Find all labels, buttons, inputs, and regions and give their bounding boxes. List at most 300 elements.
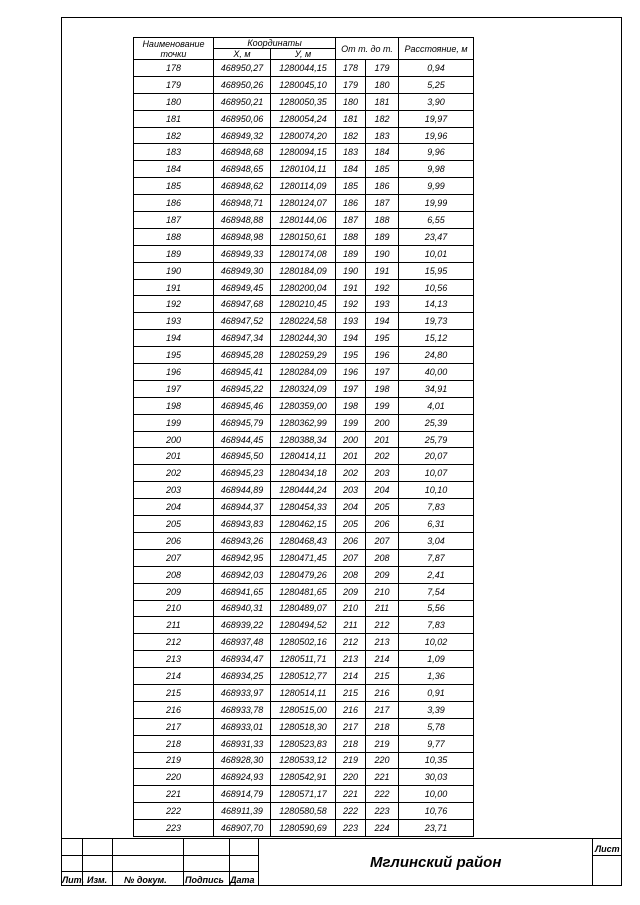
cell-distance: 7,54 — [399, 583, 474, 600]
cell-point: 191 — [134, 279, 214, 296]
table-row — [134, 600, 474, 617]
cell-x: 468934,25 — [214, 668, 271, 685]
cell-from: 182 — [336, 127, 366, 144]
cell-x: 468924,93 — [214, 769, 271, 786]
cell-distance: 3,90 — [399, 93, 474, 110]
cell-distance: 10,02 — [399, 634, 474, 651]
cell-to: 191 — [366, 262, 399, 279]
cell-point: 186 — [134, 195, 214, 212]
cell-from: 185 — [336, 178, 366, 195]
cell-y: 1280244,30 — [271, 330, 336, 347]
cell-x: 468941,65 — [214, 583, 271, 600]
cell-distance: 10,07 — [399, 465, 474, 482]
cell-from: 216 — [336, 701, 366, 718]
cell-to: 192 — [366, 279, 399, 296]
cell-from: 200 — [336, 431, 366, 448]
cell-to: 179 — [366, 60, 399, 77]
cell-y: 1280388,34 — [271, 431, 336, 448]
table-row — [134, 161, 474, 178]
cell-x: 468945,46 — [214, 397, 271, 414]
cell-y: 1280324,09 — [271, 380, 336, 397]
cell-from: 197 — [336, 380, 366, 397]
table-row — [134, 583, 474, 600]
table-row — [134, 245, 474, 262]
cell-to: 199 — [366, 397, 399, 414]
table-row — [134, 786, 474, 803]
cell-y: 1280590,69 — [271, 820, 336, 837]
cell-y: 1280481,65 — [271, 583, 336, 600]
table-row — [134, 279, 474, 296]
cell-y: 1280284,09 — [271, 364, 336, 381]
cell-to: 204 — [366, 482, 399, 499]
table-row — [134, 178, 474, 195]
cell-x: 468940,31 — [214, 600, 271, 617]
header-from-to: От т. до т. — [336, 38, 399, 60]
cell-point: 222 — [134, 803, 214, 820]
cell-y: 1280494,52 — [271, 617, 336, 634]
cell-distance: 24,80 — [399, 347, 474, 364]
cell-distance: 6,55 — [399, 212, 474, 229]
cell-point: 211 — [134, 617, 214, 634]
cell-to: 215 — [366, 668, 399, 685]
cell-x: 468945,79 — [214, 414, 271, 431]
cell-y: 1280124,07 — [271, 195, 336, 212]
table-row — [134, 195, 474, 212]
cell-to: 189 — [366, 228, 399, 245]
cell-x: 468947,68 — [214, 296, 271, 313]
cell-to: 212 — [366, 617, 399, 634]
label-date: Дата — [230, 875, 255, 885]
title-block — [61, 838, 622, 886]
cell-to: 210 — [366, 583, 399, 600]
cell-distance: 14,13 — [399, 296, 474, 313]
cell-distance: 20,07 — [399, 448, 474, 465]
cell-x: 468943,83 — [214, 516, 271, 533]
cell-distance: 7,83 — [399, 499, 474, 516]
cell-x: 468942,95 — [214, 549, 271, 566]
cell-to: 214 — [366, 651, 399, 668]
cell-x: 468933,01 — [214, 718, 271, 735]
cell-distance: 0,91 — [399, 684, 474, 701]
cell-x: 468948,62 — [214, 178, 271, 195]
cell-y: 1280094,15 — [271, 144, 336, 161]
cell-point: 178 — [134, 60, 214, 77]
cell-to: 218 — [366, 718, 399, 735]
label-doc-no: № докум. — [124, 875, 167, 885]
cell-distance: 19,99 — [399, 195, 474, 212]
cell-from: 181 — [336, 110, 366, 127]
cell-to: 211 — [366, 600, 399, 617]
cell-y: 1280489,07 — [271, 600, 336, 617]
table-row — [134, 803, 474, 820]
cell-point: 180 — [134, 93, 214, 110]
cell-point: 202 — [134, 465, 214, 482]
cell-from: 191 — [336, 279, 366, 296]
cell-distance: 10,10 — [399, 482, 474, 499]
cell-to: 217 — [366, 701, 399, 718]
cell-distance: 10,00 — [399, 786, 474, 803]
cell-x: 468914,79 — [214, 786, 271, 803]
cell-y: 1280514,11 — [271, 684, 336, 701]
cell-y: 1280200,04 — [271, 279, 336, 296]
cell-y: 1280104,11 — [271, 161, 336, 178]
cell-y: 1280479,26 — [271, 566, 336, 583]
cell-x: 468945,23 — [214, 465, 271, 482]
cell-from: 178 — [336, 60, 366, 77]
cell-distance: 10,56 — [399, 279, 474, 296]
table-row — [134, 482, 474, 499]
header-coordinates: Координаты — [214, 38, 336, 49]
cell-y: 1280150,61 — [271, 228, 336, 245]
cell-distance: 1,36 — [399, 668, 474, 685]
header-y: У, м — [271, 49, 336, 60]
cell-distance: 3,39 — [399, 701, 474, 718]
table-row — [134, 617, 474, 634]
cell-y: 1280044,15 — [271, 60, 336, 77]
table-row — [134, 212, 474, 229]
cell-point: 196 — [134, 364, 214, 381]
cell-point: 184 — [134, 161, 214, 178]
cell-x: 468950,27 — [214, 60, 271, 77]
cell-from: 213 — [336, 651, 366, 668]
table-row — [134, 549, 474, 566]
cell-distance: 10,76 — [399, 803, 474, 820]
cell-point: 179 — [134, 76, 214, 93]
cell-x: 468907,70 — [214, 820, 271, 837]
cell-x: 468948,88 — [214, 212, 271, 229]
cell-from: 180 — [336, 93, 366, 110]
cell-x: 468937,48 — [214, 634, 271, 651]
cell-point: 206 — [134, 532, 214, 549]
table-row — [134, 144, 474, 161]
cell-point: 212 — [134, 634, 214, 651]
cell-to: 201 — [366, 431, 399, 448]
cell-y: 1280454,33 — [271, 499, 336, 516]
cell-x: 468933,78 — [214, 701, 271, 718]
table-row — [134, 566, 474, 583]
table-row — [134, 397, 474, 414]
cell-x: 468933,97 — [214, 684, 271, 701]
cell-to: 223 — [366, 803, 399, 820]
cell-to: 183 — [366, 127, 399, 144]
cell-distance: 19,97 — [399, 110, 474, 127]
table-row — [134, 76, 474, 93]
cell-distance: 40,00 — [399, 364, 474, 381]
cell-x: 468944,45 — [214, 431, 271, 448]
table-row — [134, 516, 474, 533]
cell-y: 1280184,09 — [271, 262, 336, 279]
cell-x: 468934,47 — [214, 651, 271, 668]
cell-distance: 9,99 — [399, 178, 474, 195]
cell-from: 186 — [336, 195, 366, 212]
cell-point: 183 — [134, 144, 214, 161]
table-row — [134, 634, 474, 651]
cell-from: 207 — [336, 549, 366, 566]
cell-point: 214 — [134, 668, 214, 685]
cell-point: 203 — [134, 482, 214, 499]
cell-distance: 5,25 — [399, 76, 474, 93]
cell-point: 207 — [134, 549, 214, 566]
cell-from: 209 — [336, 583, 366, 600]
cell-point: 209 — [134, 583, 214, 600]
cell-point: 189 — [134, 245, 214, 262]
cell-to: 206 — [366, 516, 399, 533]
table-row — [134, 735, 474, 752]
cell-point: 187 — [134, 212, 214, 229]
cell-from: 218 — [336, 735, 366, 752]
cell-y: 1280515,00 — [271, 701, 336, 718]
cell-to: 181 — [366, 93, 399, 110]
cell-distance: 1,09 — [399, 651, 474, 668]
cell-to: 208 — [366, 549, 399, 566]
cell-to: 220 — [366, 752, 399, 769]
cell-from: 192 — [336, 296, 366, 313]
cell-distance: 15,95 — [399, 262, 474, 279]
cell-to: 195 — [366, 330, 399, 347]
table-row — [134, 701, 474, 718]
cell-from: 208 — [336, 566, 366, 583]
table-row — [134, 448, 474, 465]
cell-to: 194 — [366, 313, 399, 330]
cell-y: 1280362,99 — [271, 414, 336, 431]
cell-from: 220 — [336, 769, 366, 786]
cell-x: 468950,26 — [214, 76, 271, 93]
cell-distance: 15,12 — [399, 330, 474, 347]
coordinates-table — [133, 37, 474, 837]
cell-x: 468945,50 — [214, 448, 271, 465]
cell-distance: 5,56 — [399, 600, 474, 617]
cell-from: 222 — [336, 803, 366, 820]
cell-distance: 2,41 — [399, 566, 474, 583]
cell-from: 195 — [336, 347, 366, 364]
cell-x: 468945,41 — [214, 364, 271, 381]
cell-point: 219 — [134, 752, 214, 769]
cell-point: 194 — [134, 330, 214, 347]
table-row — [134, 651, 474, 668]
cell-point: 210 — [134, 600, 214, 617]
table-row — [134, 769, 474, 786]
cell-point: 181 — [134, 110, 214, 127]
cell-y: 1280045,10 — [271, 76, 336, 93]
cell-point: 197 — [134, 380, 214, 397]
cell-x: 468931,33 — [214, 735, 271, 752]
cell-to: 205 — [366, 499, 399, 516]
cell-to: 213 — [366, 634, 399, 651]
cell-from: 193 — [336, 313, 366, 330]
cell-from: 198 — [336, 397, 366, 414]
cell-x: 468911,39 — [214, 803, 271, 820]
table-row — [134, 414, 474, 431]
cell-from: 212 — [336, 634, 366, 651]
cell-x: 468949,33 — [214, 245, 271, 262]
table-row — [134, 718, 474, 735]
table-row — [134, 752, 474, 769]
cell-x: 468949,45 — [214, 279, 271, 296]
cell-distance: 19,73 — [399, 313, 474, 330]
cell-from: 204 — [336, 499, 366, 516]
cell-to: 186 — [366, 178, 399, 195]
cell-from: 215 — [336, 684, 366, 701]
cell-from: 211 — [336, 617, 366, 634]
cell-from: 214 — [336, 668, 366, 685]
cell-point: 190 — [134, 262, 214, 279]
cell-point: 193 — [134, 313, 214, 330]
cell-x: 468948,68 — [214, 144, 271, 161]
cell-distance: 34,91 — [399, 380, 474, 397]
cell-y: 1280259,29 — [271, 347, 336, 364]
cell-point: 208 — [134, 566, 214, 583]
table-row — [134, 228, 474, 245]
cell-point: 218 — [134, 735, 214, 752]
cell-x: 468948,71 — [214, 195, 271, 212]
cell-y: 1280414,11 — [271, 448, 336, 465]
table-row — [134, 380, 474, 397]
cell-point: 217 — [134, 718, 214, 735]
cell-x: 468942,03 — [214, 566, 271, 583]
cell-from: 217 — [336, 718, 366, 735]
cell-point: 182 — [134, 127, 214, 144]
cell-point: 216 — [134, 701, 214, 718]
cell-point: 223 — [134, 820, 214, 837]
cell-x: 468945,28 — [214, 347, 271, 364]
cell-y: 1280462,15 — [271, 516, 336, 533]
header-distance: Расстояние, м — [399, 38, 474, 60]
cell-y: 1280511,71 — [271, 651, 336, 668]
table-row — [134, 465, 474, 482]
document-title: Мглинский район — [370, 854, 502, 871]
table-row — [134, 60, 474, 77]
cell-to: 187 — [366, 195, 399, 212]
cell-y: 1280144,06 — [271, 212, 336, 229]
cell-distance: 4,01 — [399, 397, 474, 414]
table-row — [134, 347, 474, 364]
cell-x: 468950,06 — [214, 110, 271, 127]
cell-point: 205 — [134, 516, 214, 533]
cell-x: 468944,37 — [214, 499, 271, 516]
cell-from: 187 — [336, 212, 366, 229]
cell-point: 188 — [134, 228, 214, 245]
cell-from: 184 — [336, 161, 366, 178]
table-row — [134, 532, 474, 549]
table-row — [134, 127, 474, 144]
cell-to: 222 — [366, 786, 399, 803]
cell-to: 207 — [366, 532, 399, 549]
cell-x: 468947,52 — [214, 313, 271, 330]
cell-distance: 10,35 — [399, 752, 474, 769]
cell-point: 220 — [134, 769, 214, 786]
cell-distance: 7,87 — [399, 549, 474, 566]
cell-to: 221 — [366, 769, 399, 786]
cell-x: 468944,89 — [214, 482, 271, 499]
table-row — [134, 93, 474, 110]
cell-to: 197 — [366, 364, 399, 381]
cell-y: 1280523,83 — [271, 735, 336, 752]
cell-distance: 25,79 — [399, 431, 474, 448]
cell-y: 1280174,08 — [271, 245, 336, 262]
cell-to: 184 — [366, 144, 399, 161]
cell-to: 224 — [366, 820, 399, 837]
cell-to: 198 — [366, 380, 399, 397]
cell-to: 219 — [366, 735, 399, 752]
cell-point: 215 — [134, 684, 214, 701]
label-lit: Лит. — [62, 875, 85, 885]
cell-distance: 19,96 — [399, 127, 474, 144]
cell-distance: 3,04 — [399, 532, 474, 549]
cell-y: 1280359,00 — [271, 397, 336, 414]
cell-distance: 5,78 — [399, 718, 474, 735]
cell-to: 202 — [366, 448, 399, 465]
cell-y: 1280580,58 — [271, 803, 336, 820]
cell-point: 198 — [134, 397, 214, 414]
table-row — [134, 262, 474, 279]
cell-y: 1280224,58 — [271, 313, 336, 330]
cell-from: 206 — [336, 532, 366, 549]
cell-x: 468948,98 — [214, 228, 271, 245]
cell-from: 189 — [336, 245, 366, 262]
cell-from: 183 — [336, 144, 366, 161]
cell-y: 1280471,45 — [271, 549, 336, 566]
cell-y: 1280542,91 — [271, 769, 336, 786]
cell-from: 179 — [336, 76, 366, 93]
cell-x: 468939,22 — [214, 617, 271, 634]
table-row — [134, 499, 474, 516]
cell-y: 1280050,35 — [271, 93, 336, 110]
cell-to: 188 — [366, 212, 399, 229]
cell-distance: 0,94 — [399, 60, 474, 77]
cell-distance: 23,47 — [399, 228, 474, 245]
cell-point: 192 — [134, 296, 214, 313]
cell-y: 1280074,20 — [271, 127, 336, 144]
sheet-label: Лист — [595, 844, 620, 854]
cell-distance: 9,98 — [399, 161, 474, 178]
cell-y: 1280444,24 — [271, 482, 336, 499]
cell-point: 199 — [134, 414, 214, 431]
cell-to: 180 — [366, 76, 399, 93]
table-row — [134, 684, 474, 701]
cell-x: 468945,22 — [214, 380, 271, 397]
cell-x: 468947,34 — [214, 330, 271, 347]
cell-from: 203 — [336, 482, 366, 499]
cell-point: 200 — [134, 431, 214, 448]
cell-to: 190 — [366, 245, 399, 262]
table-row — [134, 668, 474, 685]
table-row — [134, 110, 474, 127]
cell-y: 1280114,09 — [271, 178, 336, 195]
cell-distance: 23,71 — [399, 820, 474, 837]
cell-x: 468943,26 — [214, 532, 271, 549]
cell-distance: 9,77 — [399, 735, 474, 752]
cell-x: 468950,21 — [214, 93, 271, 110]
cell-to: 200 — [366, 414, 399, 431]
cell-y: 1280434,18 — [271, 465, 336, 482]
table-body — [134, 60, 474, 837]
cell-to: 196 — [366, 347, 399, 364]
table-row — [134, 313, 474, 330]
cell-from: 210 — [336, 600, 366, 617]
cell-from: 221 — [336, 786, 366, 803]
cell-x: 468949,32 — [214, 127, 271, 144]
cell-y: 1280512,77 — [271, 668, 336, 685]
table-row — [134, 364, 474, 381]
cell-from: 219 — [336, 752, 366, 769]
cell-y: 1280518,30 — [271, 718, 336, 735]
header-point-name: Наименование точки — [134, 38, 214, 60]
cell-distance: 7,83 — [399, 617, 474, 634]
cell-distance: 25,39 — [399, 414, 474, 431]
cell-from: 205 — [336, 516, 366, 533]
cell-from: 188 — [336, 228, 366, 245]
header-x: X, м — [214, 49, 271, 60]
